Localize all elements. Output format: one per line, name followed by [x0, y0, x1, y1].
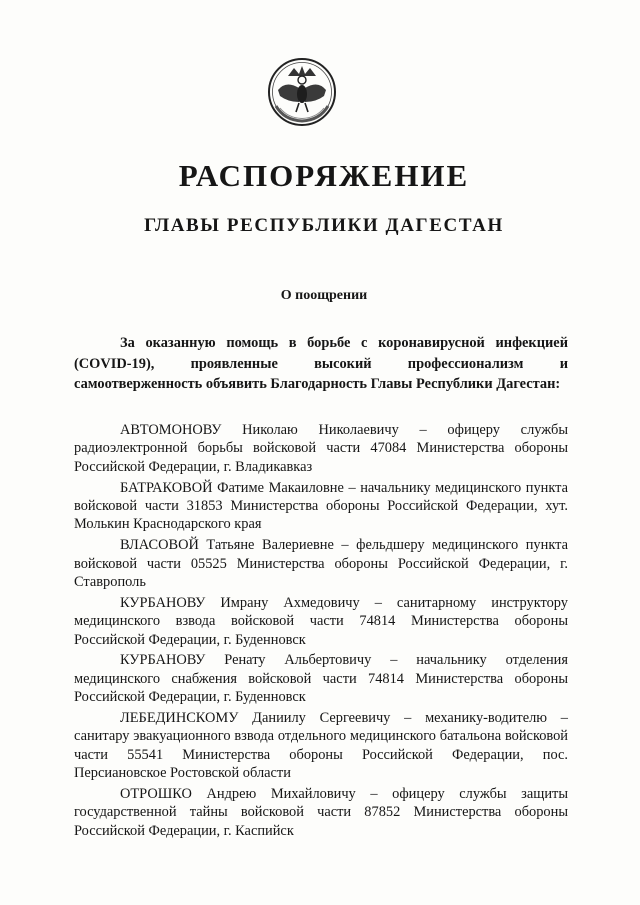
awardee-item: ВЛАСОВОЙ Татьяне Валериевне – фельдшеру медицинского пункта войсковой части 05525 Министерства обороны Российской Федерации, г. Ставрополь — [74, 537, 568, 591]
awardee-item: КУРБАНОВУ Имрану Ахмедовичу – санитарному инструктору медицинского взвода войсковой части 74814 Министерства обороны Российской Федерации, г. Буденновск — [74, 594, 568, 648]
document-subject: О поощрении — [280, 288, 368, 303]
awardee-item: БАТРАКОВОЙ Фатиме Макаиловне – начальнику медицинского пункта войсковой части 31853 Министерства обороны Российской Федерации, хут. Молькин Краснодарского края — [74, 479, 568, 533]
awardees-list — [74, 421, 568, 843]
document-subtitle: ГЛАВЫ РЕСПУБЛИКИ ДАГЕСТАН — [144, 215, 504, 236]
document-preamble: За оказанную помощь в борьбе с коронавирусной инфекцией (COVID-19), проявленные высокий профессионализм и самоотверженность объявить Благодарность Главы Республики Дагестан: — [74, 335, 568, 392]
awardee-item: ЛЕБЕДИНСКОМУ Даниилу Сергеевичу – механику-водителю – санитару эвакуационного взвода отдельного медицинского батальона войсковой части 55541 Министерства обороны Российской Федерации, пос. Персиановское Ростовской области — [74, 710, 568, 782]
dagestan-coat-of-arms-icon — [266, 56, 338, 128]
awardee-item: АВТОМОНОВУ Николаю Николаевичу – офицеру службы радиоэлектронной борьбы войсковой части 47084 Министерства обороны Российской Федерации, г. Владикавказ — [74, 422, 568, 475]
awardee-item: ОТРОШКО Андрею Михайловичу – офицеру службы защиты государственной тайны войсковой части 87852 Министерства обороны Российской Федерации, г. Каспийск — [74, 786, 568, 839]
document-title: РАСПОРЯЖЕНИЕ — [178, 158, 470, 193]
awardee-item: КУРБАНОВУ Ренату Альбертовичу – начальнику отделения медицинского снабжения войсковой части 74814 Министерства обороны Российской Федерации, г. Буденновск — [74, 652, 568, 706]
